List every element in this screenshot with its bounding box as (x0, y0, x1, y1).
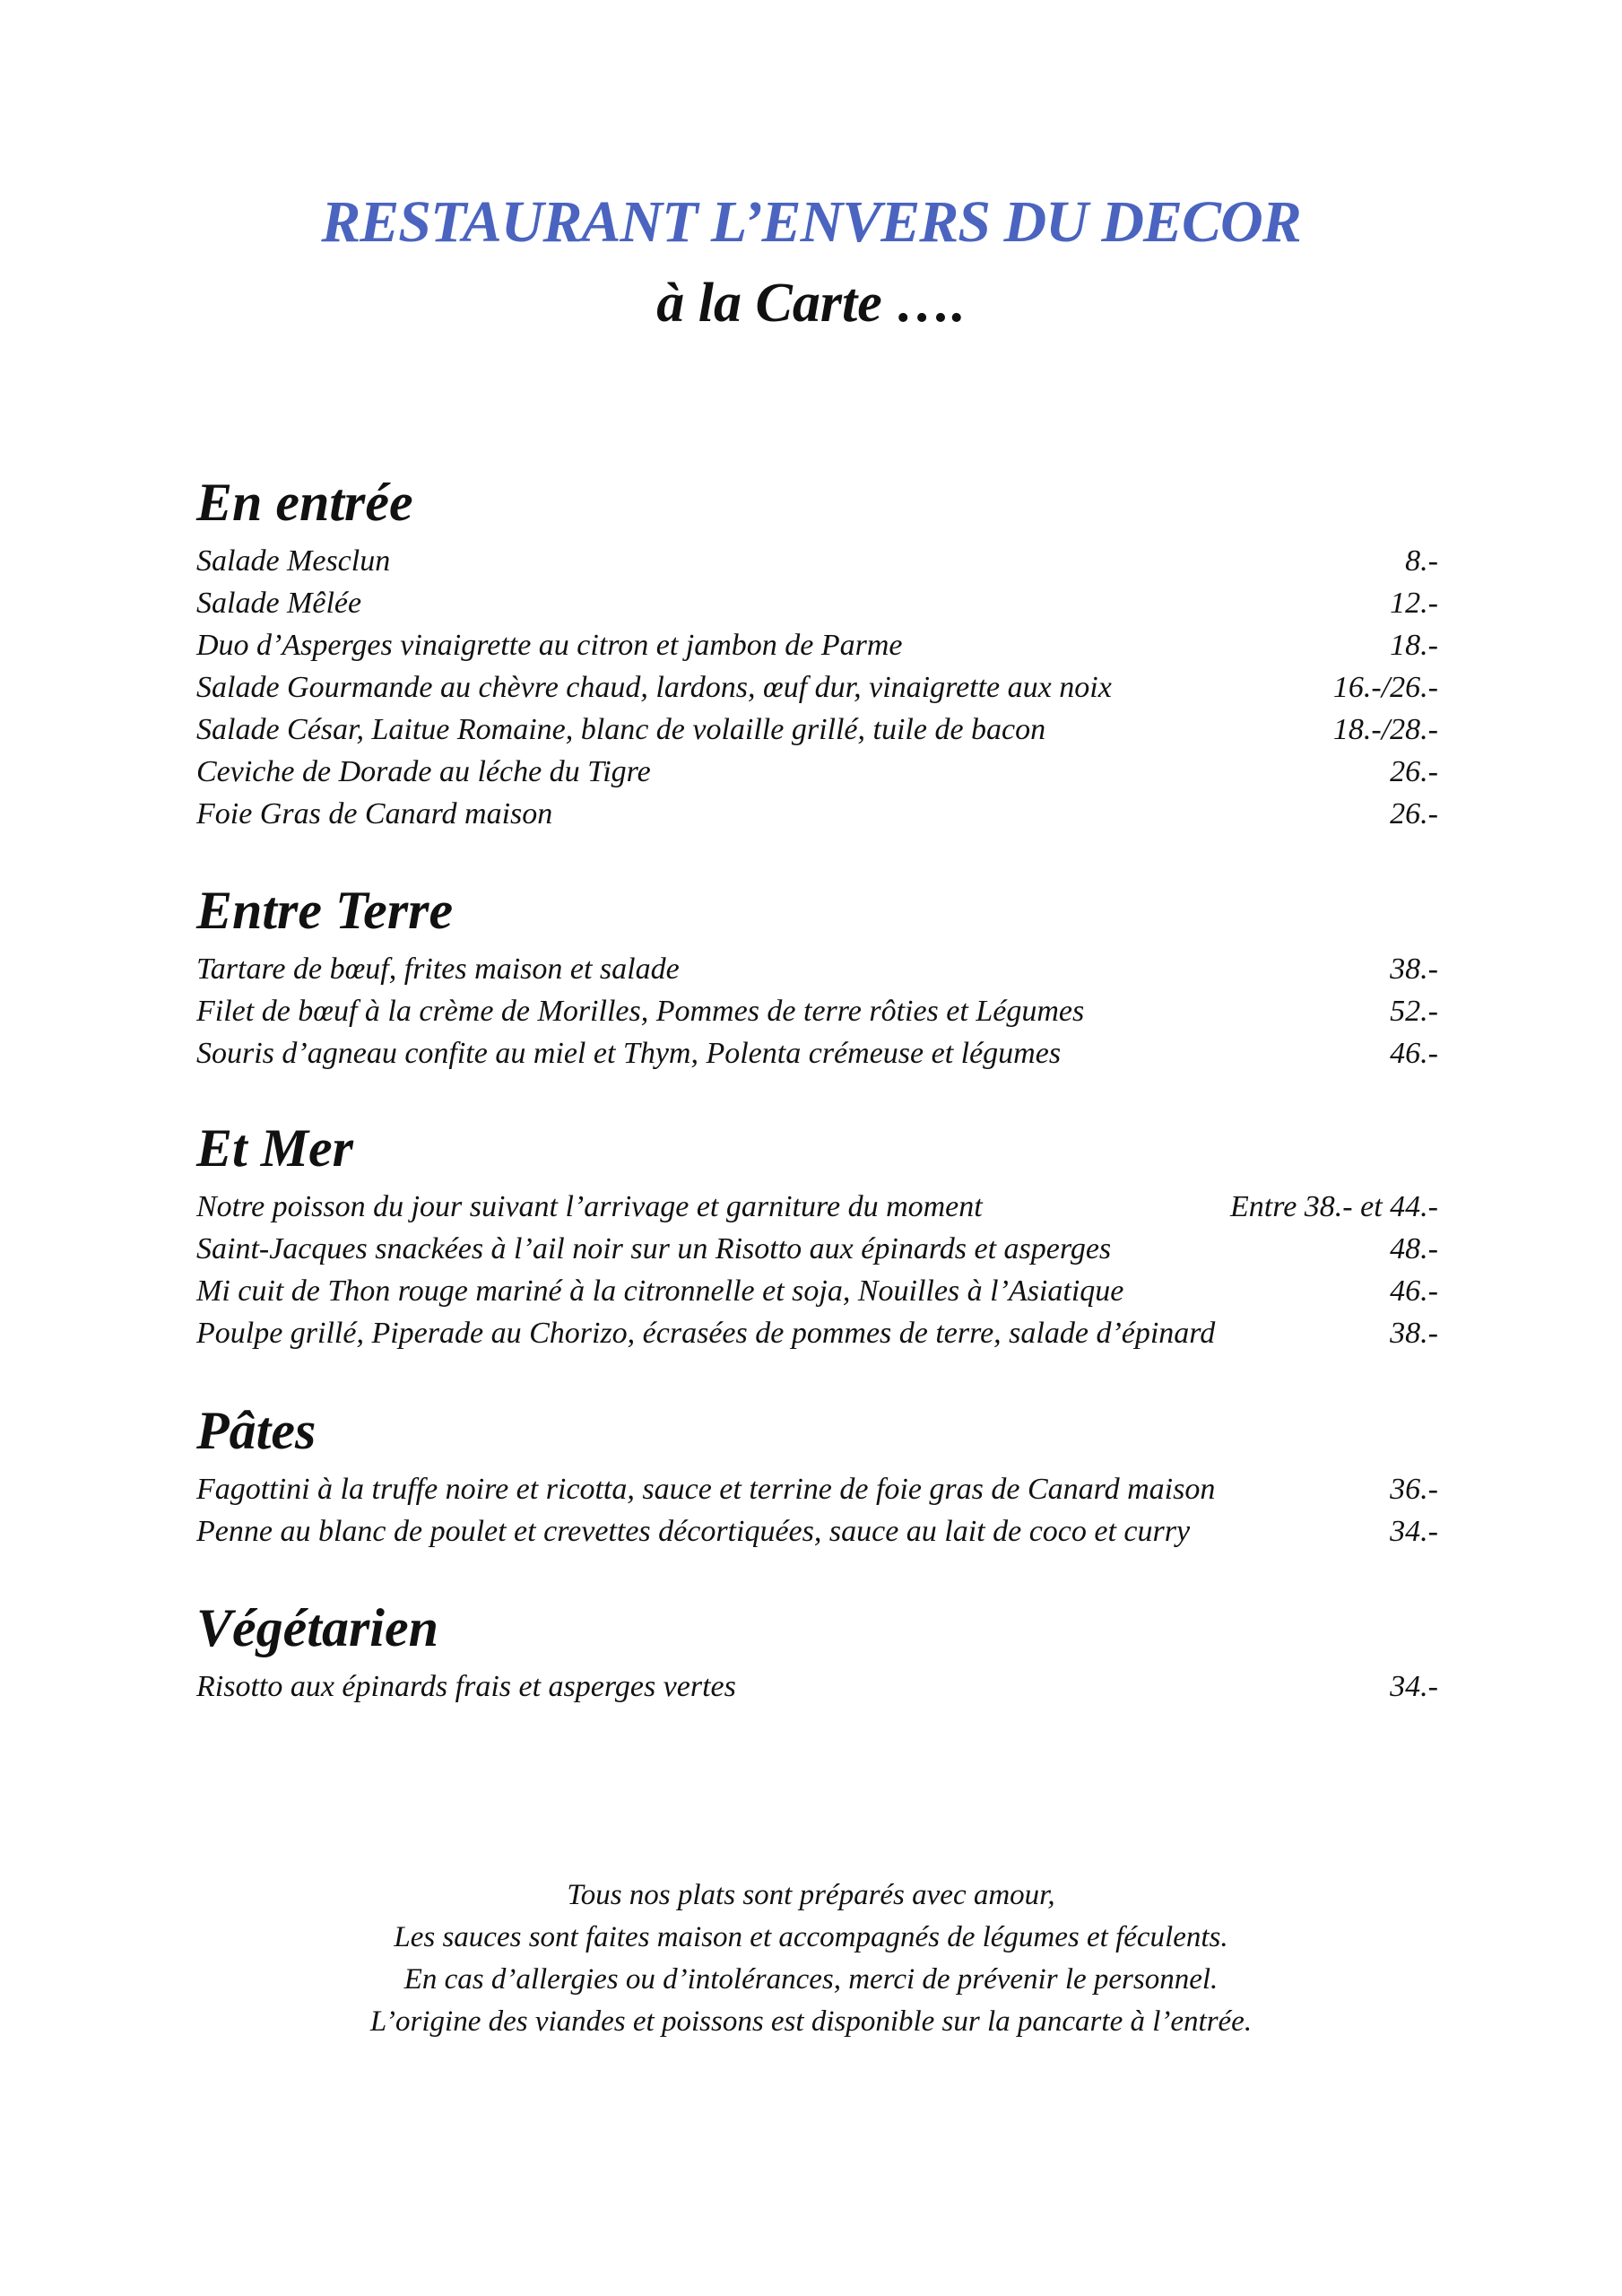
item-price: 26.- (1390, 797, 1438, 831)
menu-item (196, 666, 1438, 709)
section-entrees (196, 475, 1438, 835)
item-name: Souris d’agneau confite au miel et Thym, Polenta crémeuse et légumes (196, 1037, 1062, 1070)
item-price: 52.- (1390, 995, 1438, 1028)
menu-item (196, 990, 1438, 1032)
item-name: Salade Mesclun (196, 544, 391, 578)
section-entre-terre (196, 883, 1438, 1074)
menu-item (196, 582, 1438, 624)
item-price: 8.- (1405, 544, 1438, 578)
item-price: 34.- (1390, 1515, 1438, 1548)
section-title: Entre Terre (196, 881, 454, 940)
section-title: Pâtes (196, 1401, 317, 1460)
menu-item (196, 751, 1438, 793)
menu-item (196, 709, 1438, 751)
menu-item (196, 540, 1438, 582)
item-list (196, 948, 1438, 1074)
item-name: Filet de bœuf à la crème de Morilles, Pommes de terre rôties et Légumes (196, 995, 1085, 1028)
item-price: 34.- (1390, 1670, 1438, 1703)
item-name: Fagottini à la truffe noire et ricotta, sauce et terrine de foie gras de Canard maison (196, 1473, 1216, 1506)
menu-item (196, 793, 1438, 835)
item-name: Ceviche de Dorade au léche du Tigre (196, 755, 651, 788)
section-title: En entrée (196, 473, 413, 532)
item-name: Foie Gras de Canard maison (196, 797, 553, 831)
menu-item (196, 1032, 1438, 1074)
menu-item (196, 1270, 1438, 1312)
menu-item (196, 948, 1438, 990)
item-list (196, 1468, 1438, 1552)
item-price: 46.- (1390, 1274, 1438, 1308)
item-name: Salade Gourmande au chèvre chaud, lardons, œuf dur, vinaigrette aux noix (196, 671, 1112, 704)
item-price: Entre 38.- et 44.- (1230, 1190, 1438, 1223)
item-name: Notre poisson du jour suivant l’arrivage et garniture du moment (196, 1190, 983, 1223)
menu-footer-notes (0, 1874, 1622, 2043)
item-price: 46.- (1390, 1037, 1438, 1070)
menu-item (196, 1312, 1438, 1354)
item-name: Duo d’Asperges vinaigrette au citron et jambon de Parme (196, 629, 903, 662)
item-price: 38.- (1390, 1317, 1438, 1350)
footer-line: Tous nos plats sont préparés avec amour, (567, 1879, 1055, 1911)
menu-subtitle: à la Carte …. (656, 273, 966, 334)
item-list (196, 540, 1438, 835)
item-price: 18.-/28.- (1332, 713, 1438, 746)
item-list (196, 1665, 1438, 1708)
item-price: 16.-/26.- (1332, 671, 1438, 704)
section-vegetarien (196, 1598, 1438, 1708)
menu-item (196, 624, 1438, 666)
item-list (196, 1186, 1438, 1354)
menu-header (0, 189, 1622, 334)
item-name: Poulpe grillé, Piperade au Chorizo, écrasées de pommes de terre, salade d’épinard (196, 1317, 1216, 1350)
section-title: Végétarien (196, 1598, 438, 1657)
item-name: Penne au blanc de poulet et crevettes décortiquées, sauce au lait de coco et curry (196, 1515, 1191, 1548)
menu-item (196, 1468, 1438, 1510)
menu-item (196, 1665, 1438, 1708)
restaurant-name: RESTAURANT L’ENVERS DU DECOR (321, 189, 1301, 255)
item-name: Mi cuit de Thon rouge mariné à la citronnelle et soja, Nouilles à l’Asiatique (196, 1274, 1124, 1308)
item-price: 12.- (1390, 587, 1438, 620)
section-title: Et Mer (196, 1118, 354, 1178)
menu-item (196, 1186, 1438, 1228)
item-name: Risotto aux épinards frais et asperges vertes (196, 1670, 736, 1703)
item-name: Salade Mêlée (196, 587, 362, 620)
item-price: 48.- (1390, 1232, 1438, 1265)
item-name: Salade César, Laitue Romaine, blanc de volaille grillé, tuile de bacon (196, 713, 1046, 746)
menu-item (196, 1228, 1438, 1270)
item-price: 36.- (1390, 1473, 1438, 1506)
item-price: 26.- (1390, 755, 1438, 788)
item-price: 18.- (1390, 629, 1438, 662)
item-price: 38.- (1390, 952, 1438, 986)
footer-line: En cas d’allergies ou d’intolérances, merci de prévenir le personnel. (403, 1963, 1219, 1996)
item-name: Saint-Jacques snackées à l’ail noir sur un Risotto aux épinards et asperges (196, 1232, 1112, 1265)
section-et-mer (196, 1118, 1438, 1354)
menu-item (196, 1510, 1438, 1552)
footer-line: Les sauces sont faites maison et accompagnés de légumes et féculents. (394, 1921, 1228, 1953)
section-pates (196, 1401, 1438, 1552)
item-name: Tartare de bœuf, frites maison et salade (196, 952, 680, 986)
footer-line: L’origine des viandes et poissons est disponible sur la pancarte à l’entrée. (369, 2005, 1253, 2038)
